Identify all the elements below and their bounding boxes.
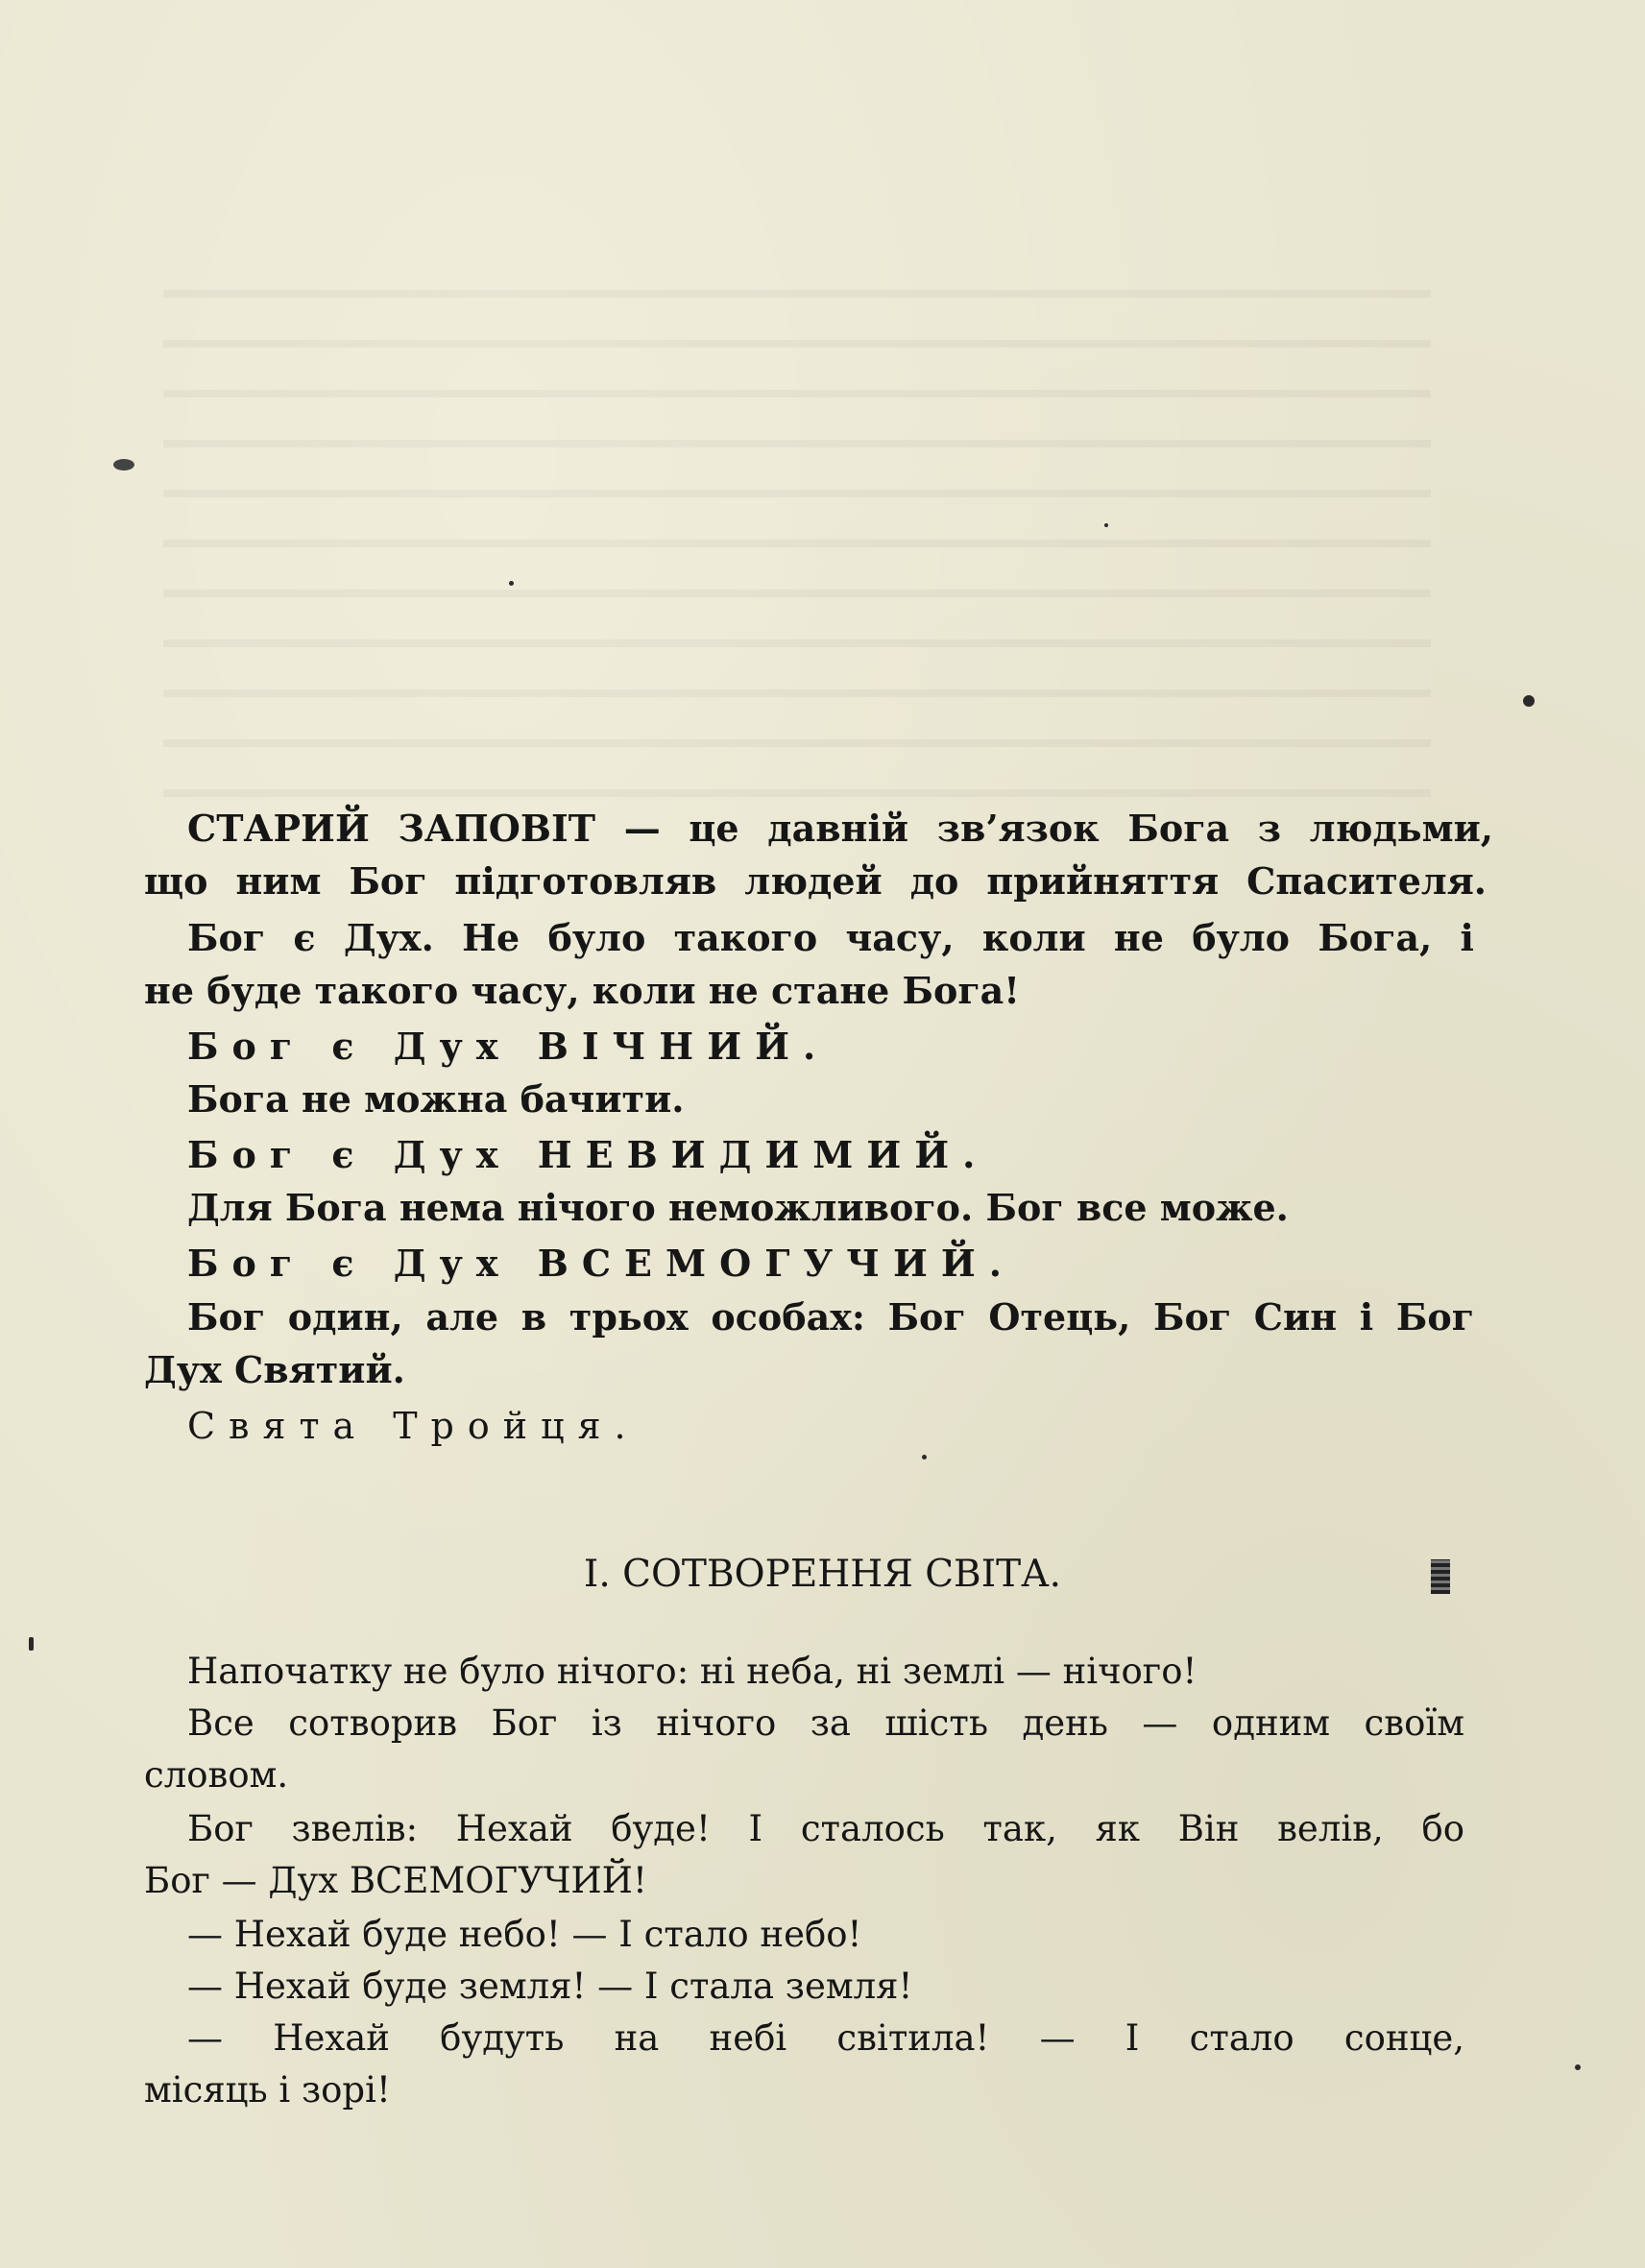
ink-speck [922, 1455, 927, 1460]
chapter-heading: I. СОТВОРЕННЯ СВІТА. [583, 1553, 1062, 1596]
intro-paragraph-line: не буде такого часу, коли не стане Бога! [144, 969, 1020, 1012]
emphasis-invisible: Бог є Дух НЕВИДИМИЙ. [187, 1133, 989, 1176]
intro-paragraph-line: Бог є Дух. Не було такого часу, коли не було Бога, і [187, 916, 1474, 959]
dialogue-line: — Нехай будуть на небі світила! — І стало сонце, [187, 2017, 1464, 2059]
margin-mark [1431, 1559, 1450, 1594]
dialogue-line: — Нехай буде небо! — І стало небо! [187, 1914, 862, 1955]
chapter-paragraph-line: Бог — Дух ВСЕМОГУЧИЙ! [144, 1860, 647, 1901]
intro-paragraph-line: Бога не можна бачити. [187, 1077, 685, 1121]
chapter-paragraph-line: Все сотворив Бог із нічого за шість день — одним своїм [187, 1702, 1464, 1744]
dialogue-line: — Нехай буде земля! — І стала земля! [187, 1966, 913, 2007]
ink-speck [29, 1637, 34, 1651]
emphasis-eternal: Бог є Дух ВІЧНИЙ. [187, 1025, 830, 1068]
intro-paragraph-line: Дух Святий. [144, 1348, 405, 1391]
emphasis-almighty: Бог є Дух ВСЕМОГУЧИЙ. [187, 1242, 1015, 1285]
ink-speck [1104, 523, 1108, 527]
intro-paragraph-line: СТАРИЙ ЗАПОВІТ — це давній зв’язок Бога з людьми, [187, 807, 1493, 850]
chapter-paragraph-line: словом. [144, 1754, 289, 1796]
intro-paragraph-line: Для Бога нема нічого неможливого. Бог все може. [187, 1186, 1289, 1229]
bleed-through-text [163, 259, 1431, 797]
ink-speck [1523, 695, 1535, 707]
intro-paragraph-line: що ним Бог підготовляв людей до прийняття Спасителя. [144, 859, 1487, 903]
intro-paragraph-line: Бог один, але в трьох особах: Бог Отець, Бог Син і Бог [187, 1295, 1474, 1339]
ink-speck [113, 459, 134, 470]
ink-speck [509, 581, 514, 586]
dialogue-line: місяць і зорі! [144, 2069, 391, 2111]
chapter-paragraph-line: Напочатку не було нічого: ні неба, ні землі — нічого! [187, 1651, 1197, 1692]
chapter-paragraph-line: Бог звелів: Нехай буде! І сталось так, як Він велів, бо [187, 1808, 1464, 1849]
trinity-line: Свята Тройця. [187, 1405, 640, 1447]
ink-speck [1575, 2064, 1581, 2070]
